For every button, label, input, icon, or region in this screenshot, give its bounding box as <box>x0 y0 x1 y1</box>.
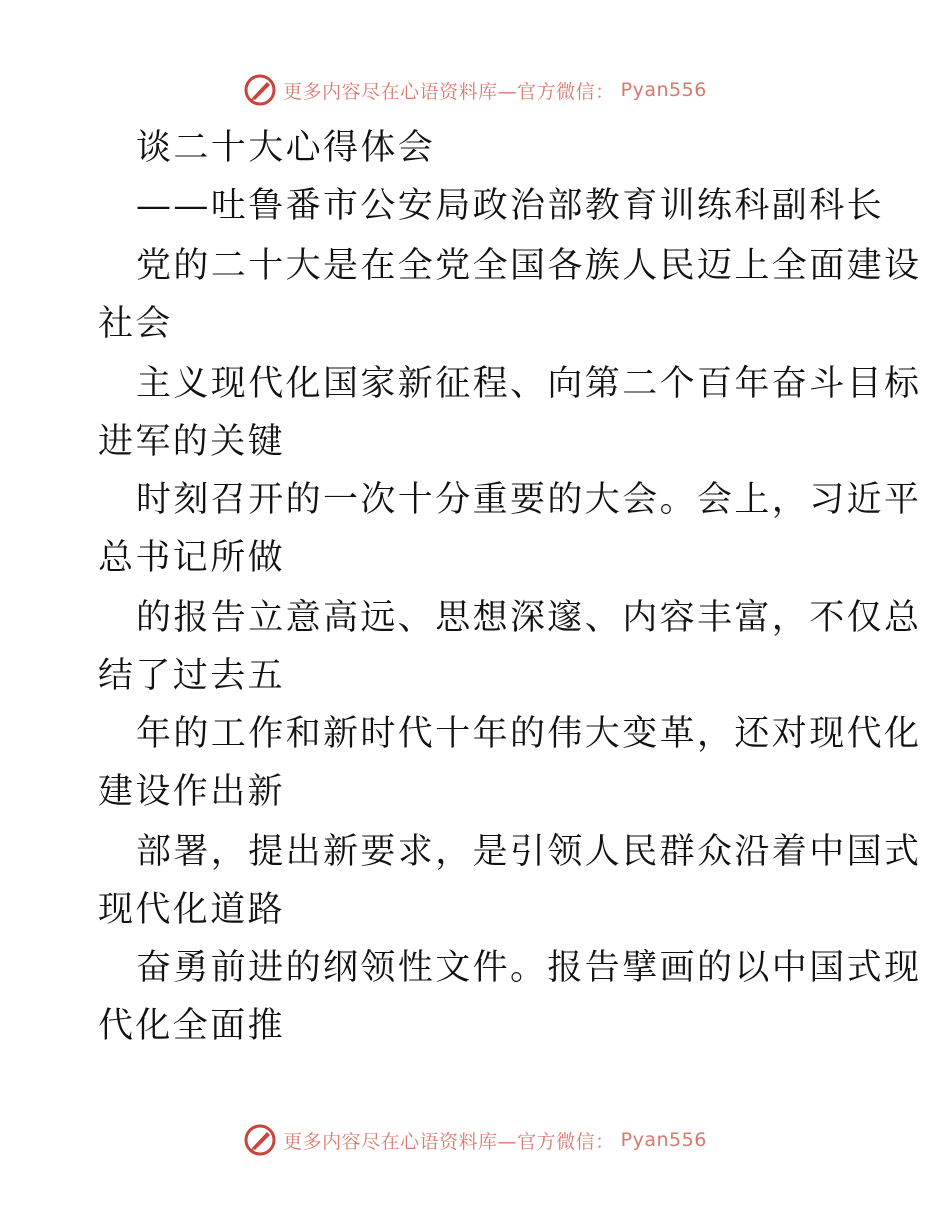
paragraph-line: 进军的关键 <box>98 422 286 462</box>
quill-pen-logo-icon <box>243 1123 277 1157</box>
watermark-wechat-id: Pyan556 <box>620 79 707 101</box>
paragraph-line: 建设作出新 <box>98 772 286 812</box>
watermark-wechat-id: Pyan556 <box>620 1129 707 1151</box>
footer-watermark <box>0 1122 950 1158</box>
paragraph-line: 部署，提出新要求，是引领人民群众沿着中国式 <box>136 832 922 872</box>
paragraph-line: 代化全面推 <box>98 1006 286 1046</box>
paragraph-line: 社会 <box>98 304 173 344</box>
paragraph-line: 现代化道路 <box>98 890 286 930</box>
paragraph-line: 的报告立意高远、思想深邃、内容丰富，不仅总 <box>136 598 922 638</box>
paragraph-line: 时刻召开的一次十分重要的大会。会上，习近平 <box>136 480 922 520</box>
paragraph-line: 年的工作和新时代十年的伟大变革，还对现代化 <box>136 714 922 754</box>
watermark-text: 更多内容尽在心语资料库—官方微信： <box>283 80 615 103</box>
paragraph-line: 奋勇前进的纲领性文件。报告擘画的以中国式现 <box>136 948 922 988</box>
quill-pen-logo-icon <box>243 73 277 107</box>
header-watermark <box>0 72 950 108</box>
document-title: 谈二十大心得体会 <box>136 128 436 168</box>
paragraph-line: 结了过去五 <box>98 656 286 696</box>
watermark-text: 更多内容尽在心语资料库—官方微信： <box>283 1130 615 1153</box>
paragraph-line: 主义现代化国家新征程、向第二个百年奋斗目标 <box>136 364 922 404</box>
paragraph-line: 总书记所做 <box>98 538 286 578</box>
document-subtitle: ——吐鲁番市公安局政治部教育训练科副科长 <box>136 186 885 226</box>
paragraph-line: 党的二十大是在全党全国各族人民迈上全面建设 <box>136 246 922 286</box>
